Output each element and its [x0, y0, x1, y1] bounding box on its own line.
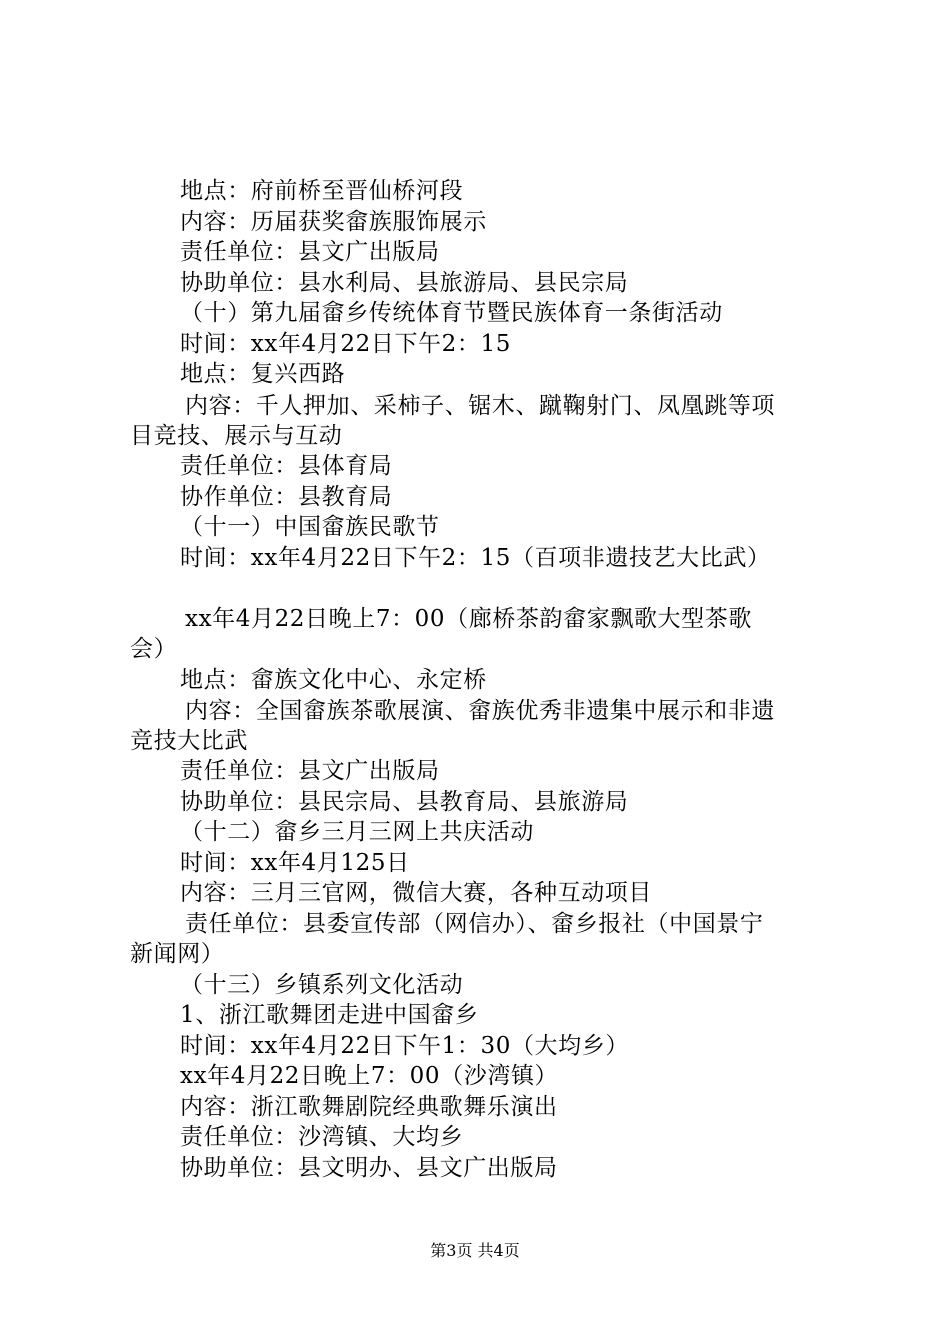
text-line: 会） — [130, 636, 178, 662]
page-number-footer: 第3页 共4页 — [430, 1241, 520, 1260]
text-line: 时间：xx年4月22日下午2：15 — [180, 331, 511, 357]
text-line: xx年4月22日晚上7：00（沙湾镇） — [180, 1063, 559, 1089]
text-line: 内容：全国畲族茶歌展演、畲族优秀非遗集中展示和非遗 — [185, 698, 775, 724]
text-line: 时间：xx年4月22日下午1：30（大均乡） — [180, 1033, 629, 1059]
text-line: 协助单位：县民宗局、县教育局、县旅游局 — [180, 789, 629, 815]
text-line: 责任单位：沙湾镇、大均乡 — [180, 1124, 464, 1150]
text-line: 1、浙江歌舞团走进中国畲乡 — [180, 1002, 479, 1028]
text-line: xx年4月22日晚上7：00（廊桥茶韵畲家飘歌大型茶歌 — [185, 606, 752, 632]
text-line: 责任单位：县文广出版局 — [180, 239, 440, 265]
section-heading: （十二）畲乡三月三网上共庆活动 — [180, 819, 534, 845]
text-line: 目竞技、展示与互动 — [130, 423, 343, 449]
text-line: 时间：xx年4月22日下午2：15（百项非遗技艺大比武） — [180, 545, 771, 571]
section-heading: （十一）中国畲族民歌节 — [180, 514, 440, 540]
text-line: 内容：浙江歌舞剧院经典歌舞乐演出 — [180, 1094, 558, 1120]
text-line: 协助单位：县文明办、县文广出版局 — [180, 1155, 558, 1181]
text-line: 责任单位：县文广出版局 — [180, 758, 440, 784]
text-line: 责任单位：县体育局 — [180, 453, 393, 479]
text-line: 内容：三月三官网，微信大赛，各种互动项目 — [180, 880, 652, 906]
text-line: 责任单位：县委宣传部（网信办）、畲乡报社（中国景宁 — [185, 911, 764, 937]
text-line: 协助单位：县水利局、县旅游局、县民宗局 — [180, 270, 629, 296]
text-line: 地点：畲族文化中心、永定桥 — [180, 667, 487, 693]
section-heading: （十）第九届畲乡传统体育节暨民族体育一条街活动 — [180, 300, 723, 326]
text-line: 协作单位：县教育局 — [180, 484, 393, 510]
text-line: 地点：府前桥至晋仙桥河段 — [180, 178, 464, 204]
text-line: 新闻网） — [130, 941, 225, 967]
text-line: 时间：xx年4月125日 — [180, 850, 410, 876]
section-heading: （十三）乡镇系列文化活动 — [180, 972, 464, 998]
text-line: 地点：复兴西路 — [180, 361, 346, 387]
text-line: 内容：千人押加、采柿子、锯木、蹴鞠射门、凤凰跳等项 — [185, 393, 775, 419]
text-line: 内容：历届获奖畲族服饰展示 — [180, 209, 487, 235]
text-line: 竞技大比武 — [130, 728, 248, 754]
